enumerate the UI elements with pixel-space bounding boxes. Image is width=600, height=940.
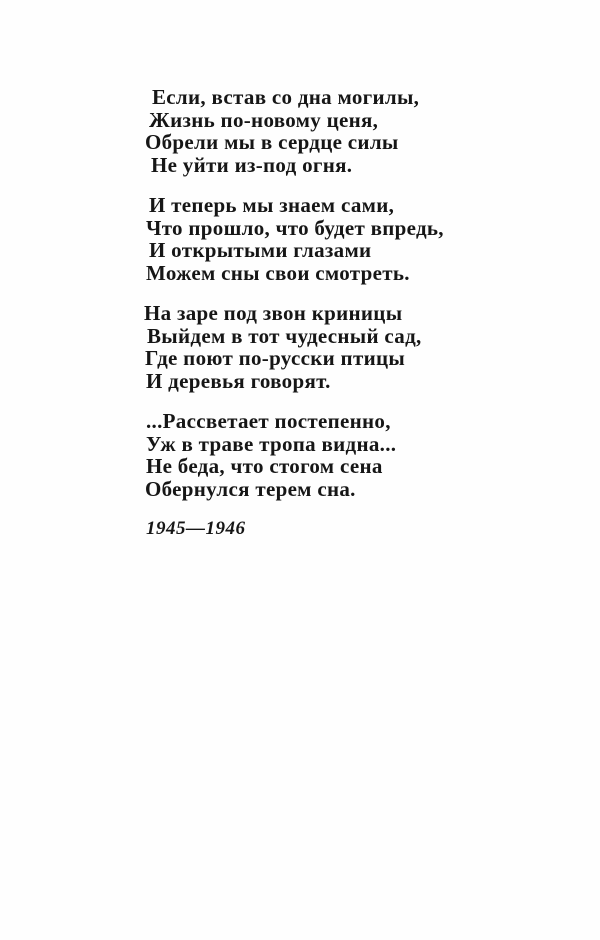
stanza-4 [146,410,444,500]
poem-line: И деревья говорят. [146,368,331,393]
poem-line: ...Рассветает постепенно, [146,409,391,433]
poem [146,86,444,541]
poem-date: 1945—1946 [146,518,246,539]
poem-line: Если, встав со дна могилы, [152,85,420,109]
poem-line: И открытыми глазами [149,238,372,262]
poem-line: Не беда, что стогом сена [146,454,383,478]
poem-line: Обернулся терем сна. [145,476,356,501]
stanza-3 [146,302,444,392]
poem-line: И теперь мы знаем сами, [149,193,395,217]
poem-line: Где поют по-русски птицы [145,346,406,370]
stanza-2 [146,194,444,284]
poem-line: На заре под звон криницы [144,301,403,325]
poem-line: Уж в траве тропа видна... [146,431,397,456]
poem-line: Что прошло, что будет впредь, [146,215,444,240]
poem-line: Обрели мы в сердце силы [145,130,399,154]
poem-line: Жизнь по-новому ценя, [149,107,379,132]
poem-line: Не уйти из-под огня. [151,152,353,177]
poem-line: Можем сны свои смотреть. [146,260,410,285]
stanza-1 [146,86,444,176]
poem-line: Выйдем в тот чудесный сад, [147,323,422,348]
